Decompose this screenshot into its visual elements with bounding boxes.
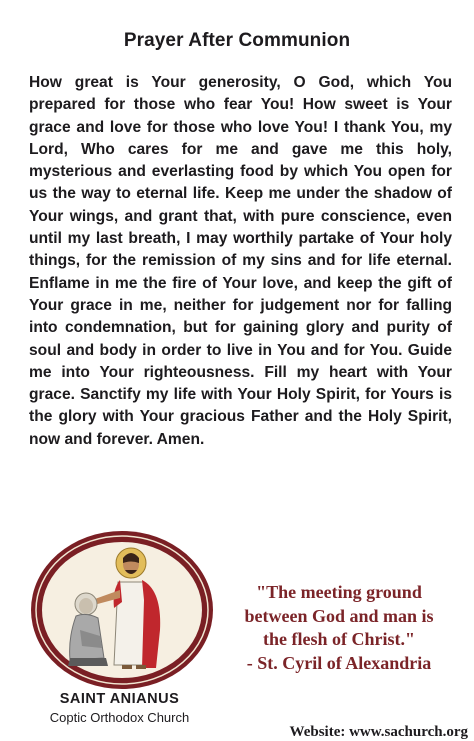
quote-line: between God and man is: [244, 605, 434, 626]
prayer-text: How great is Your generosity, O God, which You prepared for those who fear You! How sweet is Your grace and love for those who love You! I thank You, my Lord, Who cares for me and gave me this holy, mysterious and everlasting food by which You open for us the way to eternal life. Keep me under the shadow of Your wings, and grant that, with pure conscience, even until my last breath, I may worthily partake of Your holy things, for the remission of my sins and for life eternal. Enflame in me the fire of Your love, and keep the gift of Your grace in me, neither for judgement nor for falling into condemnation, but for gaining glory and purity of soul and body in order to live in You and for You. Guide me into Your righteousness. Fill my heart with Your grace. Sanctify my life with Your Holy Spirit, for Yours is the glory with Your gracious Father and the Holy Spirit, now and forever. Amen.: [29, 74, 452, 448]
quote-attribution: - St. Cyril of Alexandria: [246, 652, 432, 673]
quote-line: "The meeting ground: [256, 582, 422, 602]
church-subtitle: Coptic Orthodox Church: [49, 710, 190, 725]
church-emblem-icon: [30, 530, 215, 690]
church-name: SAINT ANIANUS: [59, 691, 180, 707]
quote-line: the flesh of Christ.": [263, 629, 415, 649]
prayer-title: Prayer After Communion: [123, 30, 351, 51]
website-link[interactable]: Website: www.sachurch.org: [289, 724, 468, 740]
quote-block: [214, 581, 464, 675]
